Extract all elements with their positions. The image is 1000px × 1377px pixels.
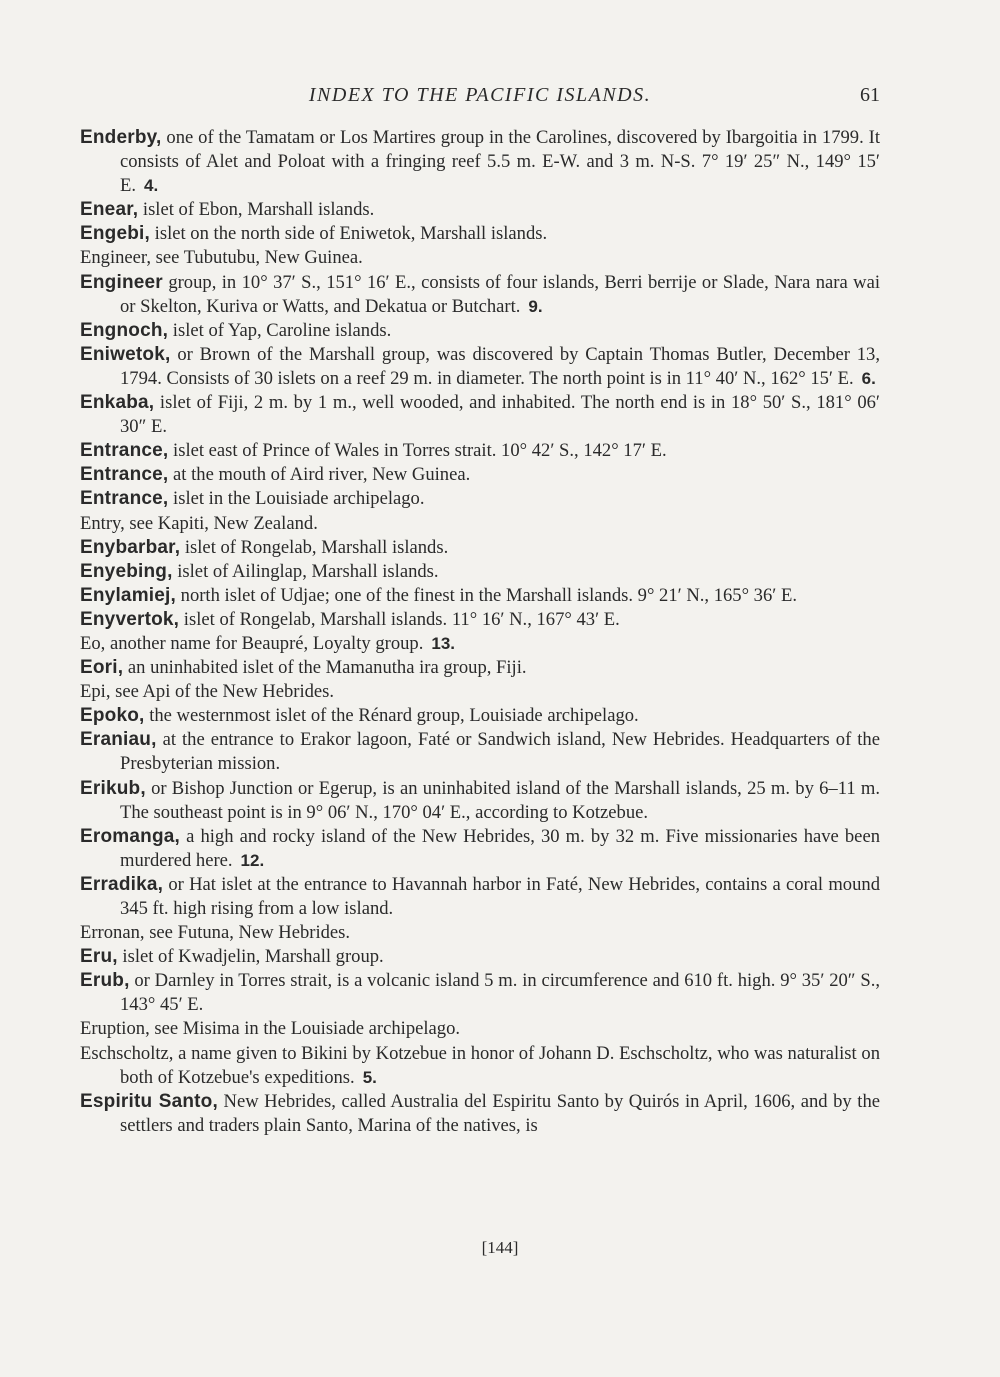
entry-text: islet of Ebon, Marshall islands. bbox=[138, 199, 375, 221]
entry-headword: Engineer, bbox=[80, 247, 152, 269]
page-number: 61 bbox=[860, 84, 880, 106]
entry-headword: Erronan, bbox=[80, 922, 145, 944]
entry-text: a high and rocky island of the New Hebrides, 30 m. by 32 m. Five missionaries have been murdered here. bbox=[120, 825, 880, 871]
entry-text: islet of Rongelab, Marshall islands. 11° 16′ N., 167° 43′ E. bbox=[179, 608, 620, 630]
entry-headword: Engineer bbox=[80, 271, 163, 293]
index-entry bbox=[80, 487, 880, 511]
entry-text: an uninhabited islet of the Mamanutha ira group, Fiji. bbox=[123, 657, 527, 679]
index-entry bbox=[80, 222, 880, 246]
index-entry bbox=[80, 391, 880, 439]
index-entry bbox=[80, 680, 880, 704]
index-entry bbox=[80, 704, 880, 728]
entry-text: north islet of Udjae; one of the finest in the Marshall islands. 9° 21′ N., 165° 36′ E. bbox=[176, 584, 798, 606]
entry-text: New Hebrides, called Australia del Espiritu Santo by Quirós in April, 1606, and by the settlers and traders plain Santo, Marina of the natives, is bbox=[120, 1090, 880, 1136]
entry-headword: Eruption, bbox=[80, 1018, 150, 1040]
entry-headword: Erikub, bbox=[80, 777, 146, 799]
entry-text: one of the Tamatam or Los Martires group in the Carolines, discovered by Ibargoitia in 1799. It consists of Alet and Poloat with a fringing reef 5.5 m. E-W. and 3 m. N-S. 7° 19′ 25″ N., 149° 15′ E. bbox=[120, 127, 880, 197]
entry-headword: Entry, bbox=[80, 512, 125, 534]
entry-headword: Engnoch, bbox=[80, 319, 169, 341]
entry-text: islet of Yap, Caroline islands. bbox=[168, 319, 392, 341]
entry-text: islet on the north side of Eniwetok, Marshall islands. bbox=[150, 223, 548, 245]
index-entry bbox=[80, 584, 880, 608]
entry-headword: Enderby, bbox=[80, 127, 162, 148]
entry-text: see Tubutubu, New Guinea. bbox=[151, 247, 363, 269]
index-entry bbox=[80, 126, 880, 198]
entry-headword: Engebi, bbox=[80, 223, 151, 245]
entry-text: islet of Rongelab, Marshall islands. bbox=[180, 536, 449, 558]
entry-headword: Enear, bbox=[80, 199, 139, 221]
entry-text: islet of Kwadjelin, Marshall group. bbox=[117, 946, 384, 968]
index-entry bbox=[80, 1042, 880, 1090]
map-reference: 9. bbox=[528, 296, 543, 316]
entry-text: at the mouth of Aird river, New Guinea. bbox=[168, 464, 471, 486]
entry-headword: Eraniau, bbox=[80, 729, 157, 751]
entry-headword: Enkaba, bbox=[80, 392, 155, 414]
entry-text: the westernmost islet of the Rénard group, Louisiade archipelago. bbox=[144, 705, 639, 727]
index-entry bbox=[80, 632, 880, 656]
entry-text: islet of Fiji, 2 m. by 1 m., well wooded, and inhabited. The north end is in 18° 50′ S., 181° 06′ 30″ E. bbox=[120, 392, 880, 438]
entry-headword: Enyvertok, bbox=[80, 608, 180, 630]
index-entry bbox=[80, 921, 880, 945]
entry-headword: Eo, bbox=[80, 632, 106, 654]
index-entry bbox=[80, 512, 880, 536]
index-entry bbox=[80, 246, 880, 270]
entry-text: a name given to Bikini by Kotzebue in honor of Johann D. Eschscholtz, who was naturalist on both of Kotzebue's expeditions. bbox=[120, 1042, 880, 1088]
entry-headword: Enylamiej, bbox=[80, 584, 176, 606]
index-entries bbox=[80, 126, 880, 1138]
index-entry bbox=[80, 560, 880, 584]
entry-headword: Entrance, bbox=[80, 488, 169, 510]
entry-headword: Epoko, bbox=[80, 705, 145, 727]
entry-headword: Eschscholtz, bbox=[80, 1042, 174, 1064]
entry-headword: Eromanga, bbox=[80, 825, 180, 847]
entry-text: or Brown of the Marshall group, was discovered by Captain Thomas Butler, December 13, 1794. Consists of 30 islets on a reef 29 m. in diameter. The north point is in 11° 40′ N., 162° 15′ E. bbox=[120, 343, 880, 389]
entry-text: or Darnley in Torres strait, is a volcanic island 5 m. in circumference and 610 ft. high. 9° 35′ 20″ S., 143° 45′ E. bbox=[120, 970, 880, 1016]
entry-text: at the entrance to Erakor lagoon, Faté or Sandwich island, New Hebrides. Headquarters of the Presbyterian mission. bbox=[120, 729, 880, 775]
map-reference: 5. bbox=[362, 1067, 377, 1087]
entry-text: see Kapiti, New Zealand. bbox=[124, 512, 318, 534]
entry-headword: Eori, bbox=[80, 657, 124, 679]
entry-text: or Bishop Junction or Egerup, is an uninhabited island of the Marshall islands, 25 m. by 6–11 m. The southeast point is in 9° 06′ N., 170° 04′ E., according to Kotzebue. bbox=[120, 777, 880, 823]
entry-headword: Espiritu Santo, bbox=[80, 1090, 218, 1112]
index-entry bbox=[80, 1017, 880, 1041]
index-entry bbox=[80, 728, 880, 776]
index-entry bbox=[80, 969, 880, 1017]
index-entry bbox=[80, 608, 880, 632]
index-entry bbox=[80, 343, 880, 391]
entry-text: islet in the Louisiade archipelago. bbox=[168, 488, 425, 510]
entry-headword: Enybarbar, bbox=[80, 536, 181, 558]
running-head bbox=[80, 84, 880, 112]
entry-headword: Eru, bbox=[80, 946, 118, 968]
page-reference: [144] bbox=[481, 1238, 519, 1257]
index-entry bbox=[80, 463, 880, 487]
map-reference: 4. bbox=[144, 176, 159, 196]
map-reference: 12. bbox=[240, 850, 265, 870]
index-entry bbox=[80, 1090, 880, 1138]
index-entry bbox=[80, 439, 880, 463]
entry-headword: Enyebing, bbox=[80, 560, 173, 582]
entry-headword: Epi, bbox=[80, 681, 111, 703]
map-reference: 6. bbox=[861, 368, 876, 388]
map-reference: 13. bbox=[431, 633, 455, 653]
running-title: INDEX TO THE PACIFIC ISLANDS. bbox=[308, 84, 652, 106]
index-entry bbox=[80, 319, 880, 343]
index-entry bbox=[80, 777, 880, 825]
index-entry bbox=[80, 271, 880, 319]
entry-text: group, in 10° 37′ S., 151° 16′ E., consists of four islands, Berri berrije or Slade, Nara nara wai or Skelton, Kuriva or Watts, and Dekatua or Butchart. bbox=[120, 271, 880, 317]
entry-headword: Erradika, bbox=[80, 873, 164, 895]
entry-headword: Eniwetok, bbox=[80, 343, 171, 365]
entry-text: islet of Ailinglap, Marshall islands. bbox=[172, 560, 439, 582]
entry-headword: Erub, bbox=[80, 970, 130, 992]
entry-text: another name for Beaupré, Loyalty group. bbox=[105, 632, 424, 654]
entry-text: islet east of Prince of Wales in Torres strait. 10° 42′ S., 142° 17′ E. bbox=[168, 440, 667, 462]
entry-text: see Futuna, New Hebrides. bbox=[144, 922, 351, 944]
index-entry bbox=[80, 873, 880, 921]
index-entry bbox=[80, 945, 880, 969]
entry-text: see Api of the New Hebrides. bbox=[110, 681, 335, 703]
index-entry bbox=[80, 825, 880, 873]
index-entry bbox=[80, 198, 880, 222]
entry-text: see Misima in the Louisiade archipelago. bbox=[149, 1018, 461, 1040]
entry-headword: Entrance, bbox=[80, 464, 169, 486]
index-entry bbox=[80, 536, 880, 560]
index-entry bbox=[80, 656, 880, 680]
entry-text: or Hat islet at the entrance to Havannah harbor in Faté, New Hebrides, contains a coral mound 345 ft. high rising from a low island. bbox=[120, 873, 880, 919]
entry-headword: Entrance, bbox=[80, 440, 169, 462]
